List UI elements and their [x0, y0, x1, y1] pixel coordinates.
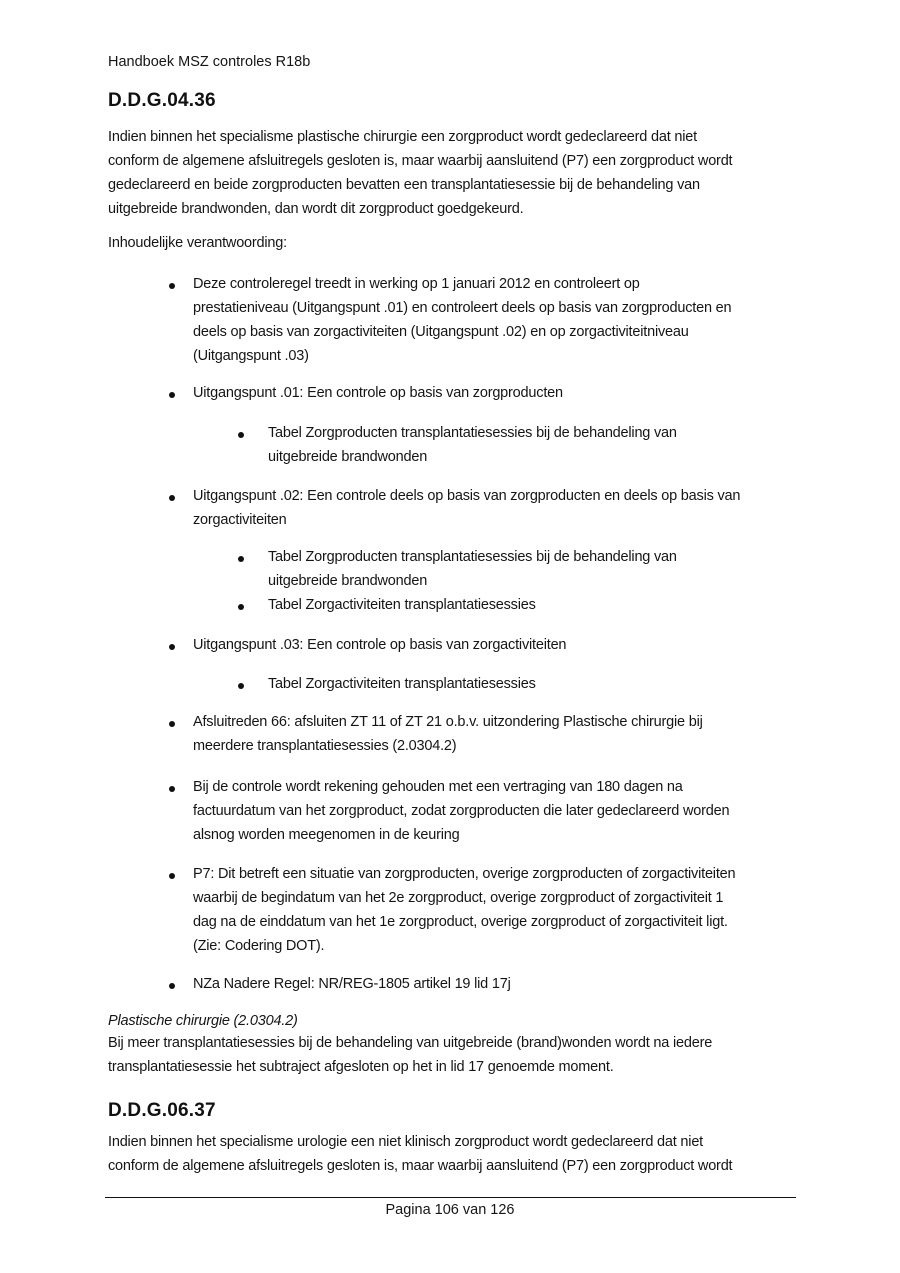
text-line: NZa Nadere Regel: NR/REG-1805 artikel 19 lid 17j [193, 976, 511, 992]
sub-bullet-icon [238, 432, 244, 438]
text-line: zorgactiviteiten [193, 512, 287, 528]
text-line: uitgebreide brandwonden [268, 573, 428, 589]
text-line: Indien binnen het specialisme urologie een niet klinisch zorgproduct wordt gedeclareerd dat niet [108, 1134, 704, 1150]
text-line: meerdere transplantatiesessies (2.0304.2) [193, 738, 457, 754]
section-heading-ddg-04-36: D.D.G.04.36 [108, 90, 216, 111]
text-line: Tabel Zorgactiviteiten transplantatiesessies [268, 597, 536, 613]
bullet-icon [169, 721, 175, 727]
text-line: conform de algemene afsluitregels gesloten is, maar waarbij aansluitend (P7) een zorgproduct wordt [108, 153, 733, 169]
text-line: Uitgangspunt .03: Een controle op basis van zorgactiviteiten [193, 637, 567, 653]
sub-bullet-item [268, 672, 788, 696]
bullet-item [193, 862, 803, 958]
text-line: waarbij de begindatum van het 2e zorgproduct, overige zorgproduct of zorgactiviteit 1 [193, 890, 724, 906]
sub-bullet-item [268, 421, 788, 469]
text-line: Bij de controle wordt rekening gehouden met een vertraging van 180 dagen na [193, 779, 683, 795]
verantwoording-label: Inhoudelijke verantwoording: [108, 235, 287, 251]
text-line: uitgebreide brandwonden, dan wordt dit zorgproduct goedgekeurd. [108, 201, 524, 217]
text-line: prestatieniveau (Uitgangspunt .01) en controleert deels op basis van zorgproducten en [193, 300, 732, 316]
text-line: Tabel Zorgproducten transplantatiesessies bij de behandeling van [268, 425, 677, 441]
text-line: Tabel Zorgactiviteiten transplantatiesessies [268, 676, 536, 692]
section-heading-ddg-06-37: D.D.G.06.37 [108, 1100, 216, 1121]
text-line: Uitgangspunt .02: Een controle deels op basis van zorgproducten en deels op basis van [193, 488, 741, 504]
text-line: Uitgangspunt .01: Een controle op basis van zorgproducten [193, 385, 563, 401]
bullet-icon [169, 392, 175, 398]
bullet-icon [169, 495, 175, 501]
footer-divider [105, 1197, 796, 1198]
sub-bullet-icon [238, 604, 244, 610]
text-line: P7: Dit betreft een situatie van zorgproducten, overige zorgproducten of zorgactiviteiten [193, 866, 736, 882]
text-line: alsnog worden meegenomen in de keuring [193, 827, 460, 843]
bullet-item [193, 381, 803, 405]
text-line: Tabel Zorgproducten transplantatiesessies bij de behandeling van [268, 549, 677, 565]
sub-bullet-item [268, 545, 788, 593]
bullet-icon [169, 983, 175, 989]
sub-bullet-item [268, 593, 788, 617]
bullet-item [193, 633, 803, 657]
bullet-item [193, 272, 803, 368]
section2-intro [108, 1130, 798, 1178]
bullet-icon [169, 283, 175, 289]
bullet-icon [169, 786, 175, 792]
bullet-icon [169, 644, 175, 650]
text-line: dag na de einddatum van het 1e zorgproduct, overige zorgproduct of zorgactiviteit ligt. [193, 914, 728, 930]
text-line: (Zie: Codering DOT). [193, 938, 325, 954]
text-line: uitgebreide brandwonden [268, 449, 428, 465]
bullet-item [193, 710, 803, 758]
section1-intro [108, 125, 798, 221]
text-line: Bij meer transplantatiesessies bij de behandeling van uitgebreide (brand)wonden wordt na iedere [108, 1035, 713, 1051]
bullet-icon [169, 873, 175, 879]
note-title: Plastische chirurgie (2.0304.2) [108, 1013, 298, 1029]
text-line: gedeclareerd en beide zorgproducten bevatten een transplantatiesessie bij de behandeling van [108, 177, 700, 193]
running-header: Handboek MSZ controles R18b [108, 54, 311, 70]
text-line: factuurdatum van het zorgproduct, zodat zorgproducten die later gedeclareerd worden [193, 803, 730, 819]
sub-bullet-icon [238, 683, 244, 689]
text-line: Indien binnen het specialisme plastische chirurgie een zorgproduct wordt gedeclareerd dat niet [108, 129, 697, 145]
text-line: transplantatiesessie het subtraject afgesloten op het in lid 17 genoemde moment. [108, 1059, 614, 1075]
page-number: Pagina 106 van 126 [385, 1202, 515, 1218]
text-line: Afsluitreden 66: afsluiten ZT 11 of ZT 21 o.b.v. uitzondering Plastische chirurgie bij [193, 714, 703, 730]
text-line: deels op basis van zorgactiviteiten (Uitgangspunt .02) en op zorgactiviteitniveau [193, 324, 689, 340]
text-line: Deze controleregel treedt in werking op 1 januari 2012 en controleert op [193, 276, 640, 292]
bullet-item [193, 972, 803, 996]
sub-bullet-icon [238, 556, 244, 562]
bullet-item [193, 775, 803, 847]
bullet-item [193, 484, 803, 532]
text-line: conform de algemene afsluitregels gesloten is, maar waarbij aansluitend (P7) een zorgproduct wordt [108, 1158, 733, 1174]
text-line: (Uitgangspunt .03) [193, 348, 309, 364]
note-body [108, 1031, 798, 1079]
